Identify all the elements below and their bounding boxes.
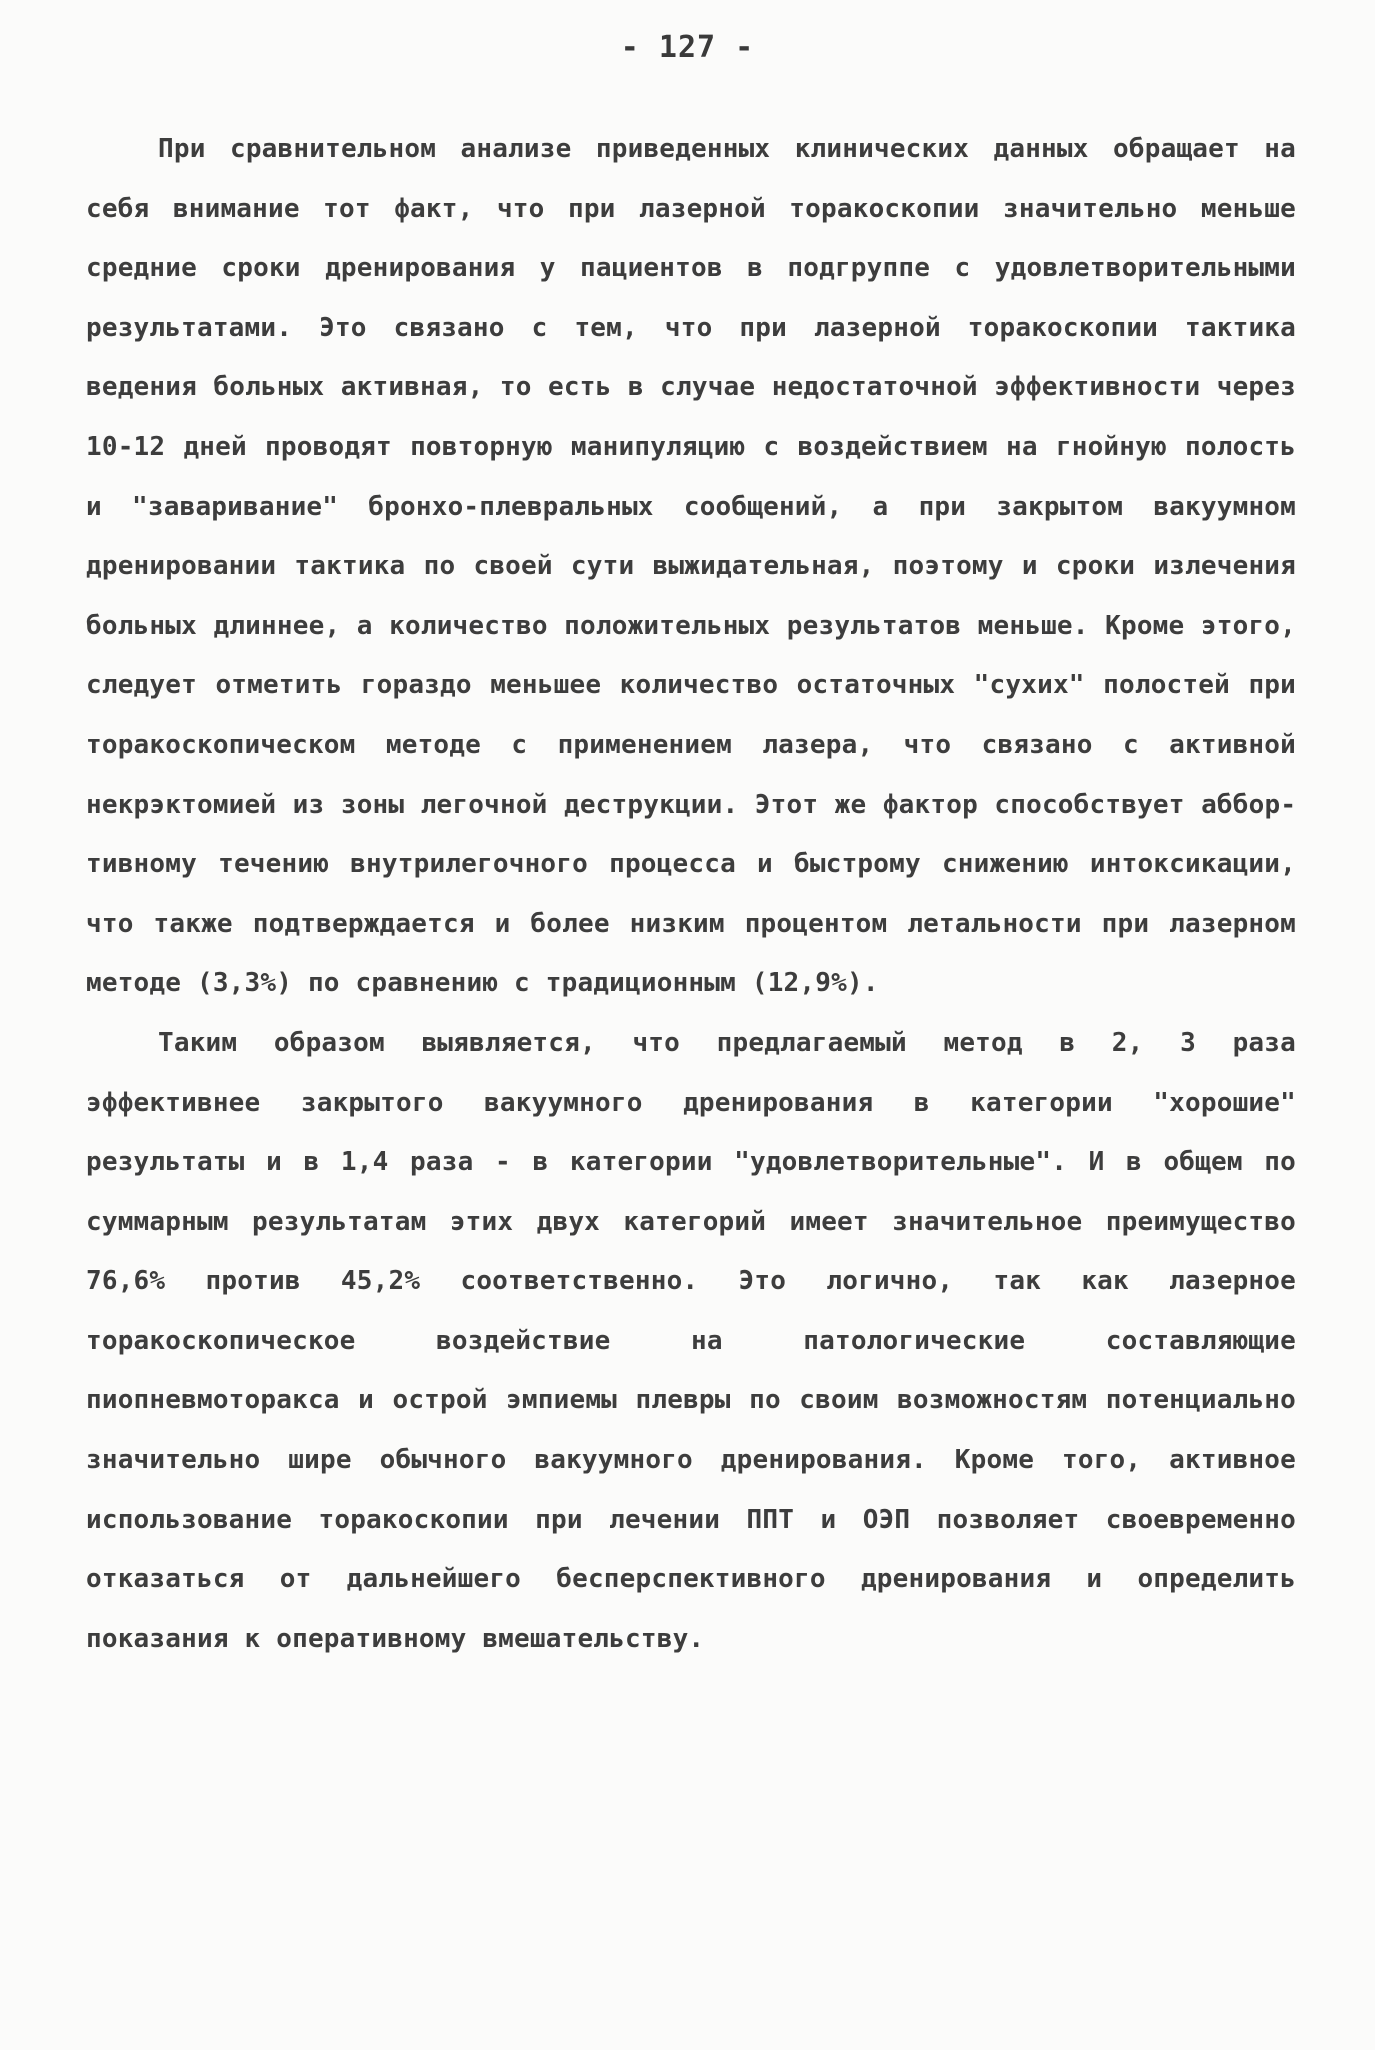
page-number: - 127 - — [620, 30, 755, 65]
body-text — [86, 120, 1296, 1669]
paragraph-conclusion: Таким образом выявляется, что предлагаемый метод в 2, 3 раза эффективнее закрытого вакуумного дренирования в категории "хорошие" результаты и в 1,4 раза - в категории "удовлетворительные". И в общем по суммарным результатам этих двух категорий имеет значительное преимущество 76,6% против 45,2% соответственно. Это логично, так как лазерное торакоскопическое воздействие на патологические составляющие пиопневмоторакса и острой эмпиемы плевры по своим возможностям потенциально значительно шире обычного вакуумного дренирования. Кроме того, активное использование торакоскопии при лечении ППТ и ОЭП позволяет своевременно отказаться от дальнейшего бесперспективного дренирования и определить показания к оперативному вмешательству. — [86, 1027, 1296, 1654]
paragraph-comparative-analysis: При сравнительном анализе приведенных клинических данных обращает на себя внимание тот факт, что при лазерной торакоскопии значительно меньше средние сроки дренирования у пациентов в подгруппе с удовлетворительными результатами. Это связано с тем, что при лазерной торакоскопии тактика ведения больных активная, то есть в случае недостаточной эффективности через 10-12 дней проводят повторную манипуляцию с воздействием на гнойную полость и "заваривание" бронхо-плевральных сообщений, а при закрытом вакуумном дренировании тактика по своей сути выжидательная, поэтому и сроки излечения больных длиннее, а количество положительных результатов меньше. Кроме этого, следует отметить гораздо меньшее количество остаточных "сухих" полостей при торакоскопическом методе с применением лазера, что связано с активной некрэктомией из зоны легочной деструкции. Этот же фактор способствует аббортивному течению внутрилегочного процесса и быстрому снижению интоксикации, что также подтверждается и более низким процентом летальности при лазерном методе (3,3%) по сравнению с традиционным (12,9%). — [86, 134, 1296, 999]
